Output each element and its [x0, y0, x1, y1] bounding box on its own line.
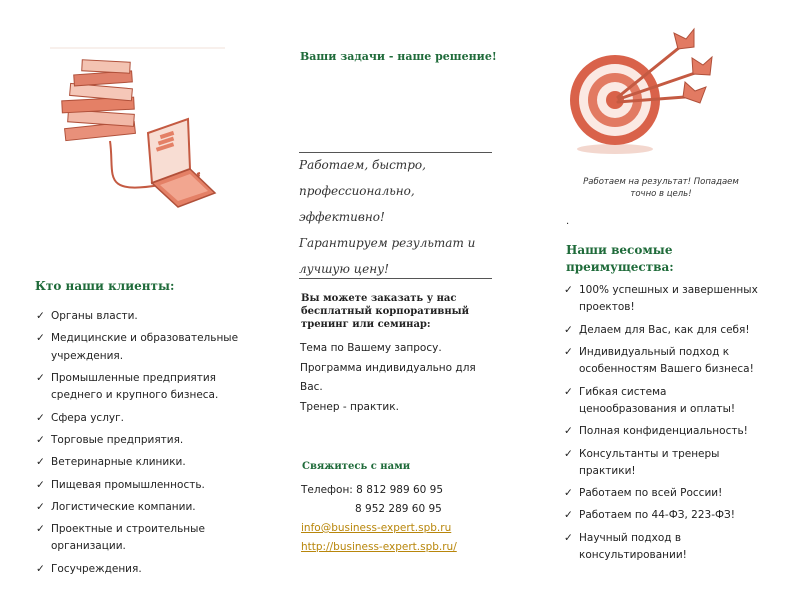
slogan-line: эффективно!	[299, 210, 385, 224]
offer-line: Программа индивидуально для Вас.	[300, 362, 476, 393]
target-caption: Работаем на результат! Попадаем точно в цель!	[583, 177, 739, 199]
email-link[interactable]: info@business-expert.spb.ru	[301, 522, 452, 534]
offer-line: Тренер - практик.	[300, 401, 399, 413]
list-item: ✓ 100% успешных и завершенных проектов!	[564, 282, 764, 317]
clients-heading: Кто наши клиенты:	[35, 279, 175, 293]
list-item: ✓ Ветеринарные клиники.	[36, 454, 241, 471]
list-item: ✓ Торговые предприятия.	[36, 432, 241, 449]
clients-list-column	[36, 308, 241, 583]
slogan-line: Гарантируем результат и	[299, 236, 476, 250]
list-item: ✓ Сфера услуг.	[36, 410, 241, 427]
advantages-list	[564, 282, 764, 564]
divider-bottom	[299, 278, 492, 279]
slogan	[299, 152, 499, 282]
panel-title: Ваши задачи - наше решение!	[300, 50, 497, 63]
list-item: ✓ Полная конфиденциальность!	[564, 423, 764, 440]
books-laptop-illustration	[40, 45, 230, 215]
website-link[interactable]: http://business-expert.spb.ru/	[301, 541, 457, 553]
offer-heading: Вы можете заказать у нас бесплатный корпоративный тренинг или семинар:	[301, 293, 470, 330]
list-item: ✓ Медицинские и образовательные учреждения.	[36, 330, 241, 365]
stray-dot: .	[566, 216, 570, 227]
clients-list	[36, 308, 241, 578]
list-item: ✓ Органы власти.	[36, 308, 241, 325]
list-item: ✓ Промышленные предприятия среднего и крупного бизнеса.	[36, 370, 241, 405]
advantages-column	[564, 282, 764, 569]
list-item: ✓ Госучреждения.	[36, 561, 241, 578]
list-item: ✓ Консультанты и тренеры практики!	[564, 446, 764, 481]
list-item: ✓ Работаем по 44-ФЗ, 223-ФЗ!	[564, 507, 764, 524]
list-item: ✓ Индивидуальный подход к особенностям Вашего бизнеса!	[564, 344, 764, 379]
advantages-heading: Наши весомые преимущества:	[566, 243, 674, 274]
contact-block	[301, 481, 501, 557]
offer-lines	[300, 339, 480, 417]
slogan-line: Работаем, быстро,	[299, 158, 426, 172]
list-item: ✓ Научный подход в консультировании!	[564, 530, 764, 565]
phone-primary: Телефон: 8 812 989 60 95	[301, 484, 444, 496]
dartboard-target-illustration	[570, 25, 720, 155]
slogan-line: профессионально,	[299, 184, 415, 198]
list-item: ✓ Проектные и строительные организации.	[36, 521, 241, 556]
list-item: ✓ Работаем по всей России!	[564, 485, 764, 502]
list-item: ✓ Гибкая система ценообразования и оплаты!	[564, 384, 764, 419]
contact-heading: Свяжитесь с нами	[302, 461, 411, 472]
list-item: ✓ Логистические компании.	[36, 499, 241, 516]
list-item: ✓ Пищевая промышленность.	[36, 477, 241, 494]
phone-secondary: 8 952 289 60 95	[355, 503, 442, 515]
slogan-line: лучшую цену!	[299, 262, 389, 276]
offer-line: Тема по Вашему запросу.	[300, 342, 442, 354]
list-item: ✓ Делаем для Вас, как для себя!	[564, 322, 764, 339]
